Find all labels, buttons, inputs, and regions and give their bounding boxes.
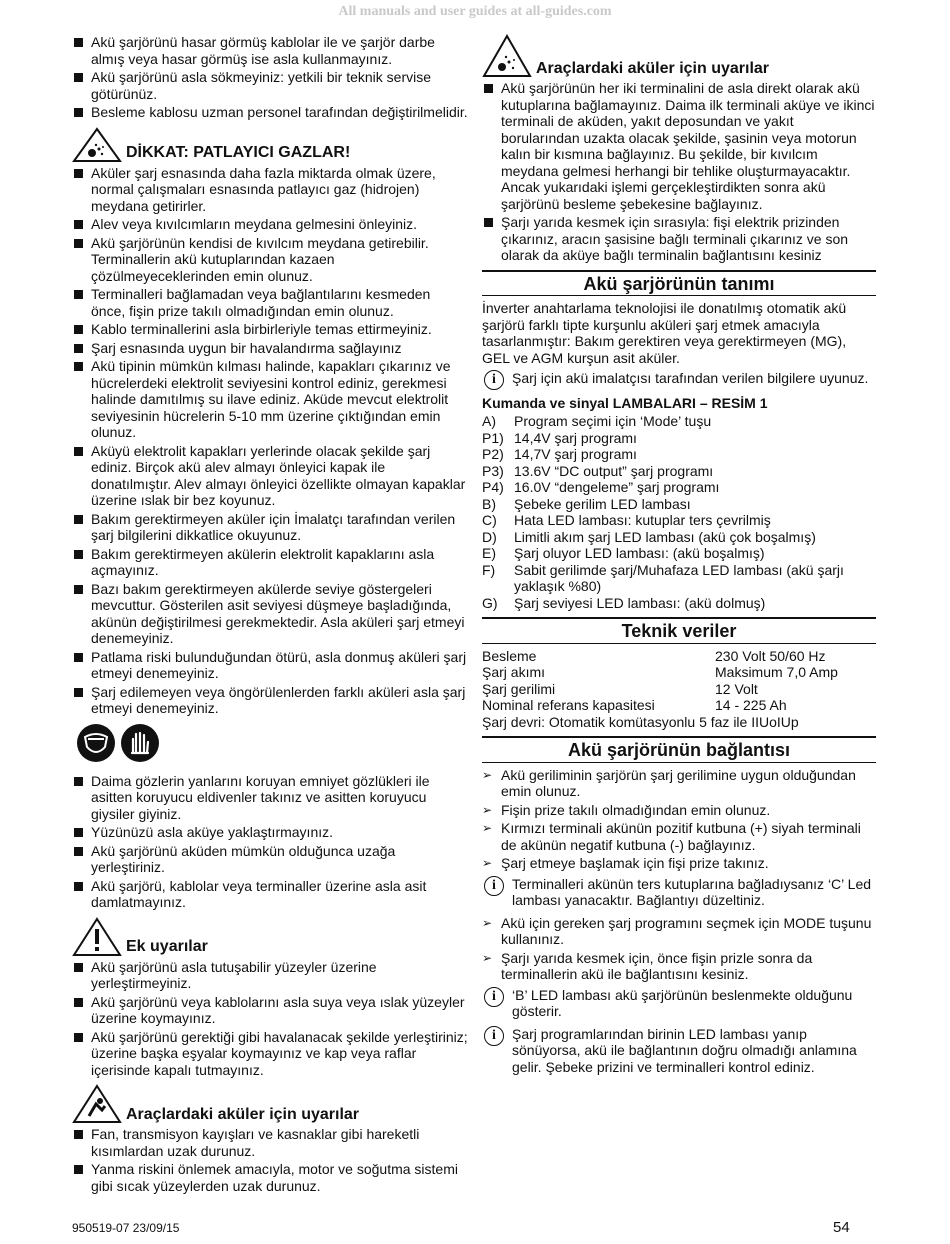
control-key: F) xyxy=(482,561,496,578)
spec-cycle: Şarj devri: Otomatik komütasyonlu 5 faz ile IIUoIUp xyxy=(482,713,799,730)
ppe-bullets xyxy=(72,773,468,911)
info-icon: i xyxy=(484,876,504,896)
info-text: Şarj programlarından birinin LED lambası yanıp sönüyorsa, akü ile bağlantının doğru olmadığı anlamına gelir. Şebeke prizini ve terminalleri kontrol ediniz. xyxy=(512,1025,857,1075)
bullet: Akü şarjörünün her iki terminalini de asla direkt olarak akü kutuplarına bağlamayınız. Daima ilk terminali aküye ve ikinci terminali de aküden, yakıt deposundan ve yakıt borularından uzakta olacak şekilde, şasinin veya motorun kalın bir kısmına bağlayınız. Bu şekilde, bir kıvılcım meydana gelmesi herhangi bir tehlike oluşturmayacaktır. Ancak yukarıdaki işlemi gerçekleştirdikten sonra akü şarjörünü besleme şebekesine bağlayınız. xyxy=(482,80,876,212)
info-icon: i xyxy=(484,370,504,390)
control-key: P4) xyxy=(482,479,504,495)
vehicle-bullets xyxy=(72,1126,468,1194)
spec-value: 14 - 225 Ah xyxy=(715,697,787,713)
connection-steps xyxy=(482,767,876,872)
step-item: ➢ Kırmızı terminali akünün pozitif kutbuna (+) siyah terminali de akünün negatif kutbuna (-) bağlayınız. xyxy=(482,820,876,853)
info-note xyxy=(482,1026,876,1076)
bullet: Akü şarjörünün kendisi de kıvılcım meydana getirebilir. Terminallerin akü kutuplarından kazaen çözülmeyeceklerinden emin olunuz. xyxy=(72,235,468,285)
section-title: Ek uyarılar xyxy=(126,938,208,955)
control-key: C) xyxy=(482,512,497,528)
control-key: B) xyxy=(482,495,496,512)
control-item xyxy=(482,562,876,595)
explosion-warning-icon xyxy=(482,34,532,78)
bullet: Terminalleri bağlamadan veya bağlantılarını kesmeden önce, fişin prize takılı olmadığından emin olunuz. xyxy=(72,286,468,319)
control-item xyxy=(482,446,876,463)
spec-row xyxy=(482,697,876,714)
extra-warnings-heading xyxy=(72,917,468,957)
spec-table xyxy=(482,648,876,731)
bullet: Besleme kablosu uzman personel tarafından değiştirilmelidir. xyxy=(72,104,468,121)
bullet: Aküyü elektrolit kapakları yerlerinde olacak şekilde şarj ediniz. Birçok akü alev almayı önleyici kapak ile donatılmıştır. Alev almayı önleyici özellikte olmayan kapaklar üzerine ıslak bir bez koyunuz. xyxy=(72,443,468,509)
bullet: Şarj edilemeyen veya öngörülenlerden farklı aküleri asla şarj etmeyi denemeyiniz. xyxy=(72,684,468,717)
control-desc: Sabit gerilimde şarj/Muhafaza LED lambası (akü şarjı yaklaşık %80) xyxy=(514,561,844,594)
bullet: Aküler şarj esnasında daha fazla miktarda olmak üzere, normal çalışmaları esnasında patlayıcı gaz (hidrojen) meydana getirirler. xyxy=(72,165,468,215)
info-text: ‘B’ LED lambası akü şarjörünün beslenmekte olduğunu gösterir. xyxy=(512,986,853,1019)
control-key: P3) xyxy=(482,462,504,479)
info-note xyxy=(482,370,876,387)
step-item: ➢ Fişin prize takılı olmadığından emin olunuz. xyxy=(482,802,876,819)
description-text: İnverter anahtarlama teknolojisi ile donatılmış otomatik akü şarjörü farklı tipte kurşunlu aküleri şarj etmek amacıyla tasarlanmıştır: Bakım gerektiren veya gerektirmeyen (MG), GEL ve AGM kurşun asit aküler. xyxy=(482,300,847,366)
watermark: All manuals and user guides at all-guides.com xyxy=(338,4,612,19)
info-icon: i xyxy=(484,1026,504,1046)
control-desc: Program seçimi için ‘Mode’ tuşu xyxy=(514,413,712,429)
info-note xyxy=(482,876,876,909)
connection-steps xyxy=(482,915,876,983)
bullet: Akü tipinin mümkün kılması halinde, kapakları çıkarınız ve hücrelerdeki elektrolit seviyesini kontrol ediniz, gerekmesi halinde damıtılmış su ilave ediniz. Aküde mevcut elektrolit seviyesinin hücrelerin 5-10 mm üzerine çıktığından emin olunuz. xyxy=(72,358,468,441)
vehicle-warnings-heading xyxy=(72,1084,468,1124)
right-column xyxy=(482,34,876,1081)
control-desc: 14,4V şarj programı xyxy=(514,429,637,446)
controls-list xyxy=(482,413,876,611)
bullet: Akü şarjörünü veya kablolarını asla suya veya ıslak yüzeyler üzerine koymayınız. xyxy=(72,994,468,1027)
control-desc: Hata LED lambası: kutuplar ters çevrilmiş xyxy=(514,512,771,528)
step-item: ➢ Akü geriliminin şarjörün şarj gerilimine uygun olduğundan emin olunuz. xyxy=(482,767,876,800)
step-item: ➢ Şarjı yarıda kesmek için, önce fişin prizle sonra da terminallerin akü ile bağlantısını kesiniz. xyxy=(482,950,876,983)
section-title: Araçlardaki aküler için uyarılar xyxy=(126,1105,360,1123)
step-item: ➢ Şarj etmeye başlamak için fişi prize takınız. xyxy=(482,855,876,872)
hand-hazard-icon xyxy=(72,1084,122,1124)
spec-label: Besleme xyxy=(482,647,537,664)
control-item xyxy=(482,479,876,496)
control-item xyxy=(482,595,876,612)
control-key: E) xyxy=(482,545,496,561)
spec-label: Şarj akımı xyxy=(482,664,546,680)
control-item xyxy=(482,413,876,430)
bullet: Akü şarjörünü asla sökmeyiniz: yetkili bir teknik servise götürünüz. xyxy=(72,69,468,102)
bullet: Patlama riski bulunduğundan ötürü, asla donmuş aküleri şarj etmeyi denemeyiniz. xyxy=(72,649,468,682)
top-bullets xyxy=(72,34,468,121)
spec-value: Maksimum 7,0 Amp xyxy=(715,664,838,680)
vehicle-warnings-heading-right xyxy=(482,34,876,78)
spec-row xyxy=(482,648,876,665)
bullet: Kablo terminallerini asla birbirleriyle temas ettirmeyiniz. xyxy=(72,321,468,338)
control-desc: 16.0V “dengeleme” şarj programı xyxy=(514,479,720,495)
page-number: 54 xyxy=(833,1219,850,1236)
section-heading-connection: Akü şarjörünün bağlantısı xyxy=(482,736,876,763)
step-item: ➢ Akü için gereken şarj programını seçmek için MODE tuşunu kullanınız. xyxy=(482,915,876,948)
bullet: Bakım gerektirmeyen akülerin elektrolit kapaklarını asla açmayınız. xyxy=(72,546,468,579)
control-key: A) xyxy=(482,413,496,429)
footer-code: 950519-07 23/09/15 xyxy=(72,1221,180,1235)
bullet: Alev veya kıvılcımların meydana gelmesini önleyiniz. xyxy=(72,216,468,233)
explosive-gas-heading xyxy=(72,127,468,163)
bullet: Akü şarjörünü hasar görmüş kablolar ile ve şarjör darbe almış veya hasar görmüş ise asla kullanmayınız. xyxy=(72,34,468,67)
controls-title: Kumanda ve sinyal LAMBALARI – RESİM 1 xyxy=(482,394,768,411)
control-desc: Şarj seviyesi LED lambası: (akü dolmuş) xyxy=(514,594,766,611)
info-note xyxy=(482,987,876,1020)
control-key: D) xyxy=(482,528,497,545)
spec-row xyxy=(482,681,876,698)
control-desc: 14,7V şarj programı xyxy=(514,446,637,462)
spec-label: Nominal referans kapasitesi xyxy=(482,697,655,713)
ppe-icons xyxy=(76,723,468,763)
bullet: Daima gözlerin yanlarını koruyan emniyet gözlükleri ile asitten koruyucu eldivenler takınız ve asitten koruyucu giysiler giyiniz. xyxy=(72,773,468,823)
bullet: Şarj esnasında uygun bir havalandırma sağlayınız xyxy=(72,340,468,357)
control-item xyxy=(482,545,876,562)
gloves-icon xyxy=(120,723,160,763)
spec-row xyxy=(482,664,876,681)
section-title: Araçlardaki aküler için uyarılar xyxy=(536,59,770,77)
control-item xyxy=(482,512,876,529)
bullet: Fan, transmisyon kayışları ve kasnaklar gibi hareketli kısımlardan uzak durunuz. xyxy=(72,1126,468,1159)
bullet: Şarjı yarıda kesmek için sırasıyla: fişi elektrik prizinden çıkarınız, aracın şasisine bağlı terminali çıkarınız ve son olarak da aküye bağlı terminalin bağlantısını kesiniz xyxy=(482,214,876,264)
bullet: Akü şarjörünü aküden mümkün olduğunca uzağa yerleştiriniz. xyxy=(72,843,468,876)
control-key: P2) xyxy=(482,446,504,462)
section-title: DİKKAT: PATLAYICI GAZLAR! xyxy=(126,144,351,161)
bullet: Bazı bakım gerektirmeyen akülerde seviye göstergeleri mevcuttur. Gösterilen asit seviyesi düşmeye başladığında, akünün değiştirilmesi gerekmektedir. Asla aküleri şarj etmeyi denemeyiniz. xyxy=(72,581,468,647)
control-desc: Şarj oluyor LED lambası: (akü boşalmış) xyxy=(514,545,765,561)
info-text: Şarj için akü imalatçısı tarafından verilen bilgilere uyunuz. xyxy=(512,370,869,386)
control-item xyxy=(482,430,876,447)
bullet: Akü şarjörünü gerektiği gibi havalanacak şekilde yerleştiriniz; üzerine başka eşyalar koymayınız ve kap veya raflar içerisinde kapalı tutmayınız. xyxy=(72,1029,468,1079)
spec-label: Şarj gerilimi xyxy=(482,680,556,697)
bullet: Yüzünüzü asla aküye yaklaştırmayınız. xyxy=(72,824,468,841)
control-item xyxy=(482,529,876,546)
control-item xyxy=(482,463,876,480)
control-desc: Limitli akım şarj LED lambası (akü çok boşalmış) xyxy=(514,528,816,545)
control-key: P1) xyxy=(482,429,504,446)
control-desc: 13.6V “DC output” şarj programı xyxy=(514,462,714,479)
explosion-warning-icon xyxy=(72,127,122,163)
bullet: Yanma riskini önlemek amacıyla, motor ve soğutma sistemi gibi sıcak yüzeylerden uzak durunuz. xyxy=(72,1161,468,1194)
vehicle-bullets-right xyxy=(482,80,876,264)
bullet: Akü şarjörünü asla tutuşabilir yüzeyler üzerine yerleştirmeyiniz. xyxy=(72,959,468,992)
info-icon: i xyxy=(484,987,504,1007)
spec-value: 12 Volt xyxy=(715,680,758,697)
info-text: Terminalleri akünün ters kutuplarına bağladıysanız ‘C’ Led lambası yanacaktır. Bağlantıyı düzeltiniz. xyxy=(512,875,872,908)
section-heading-description: Akü şarjörünün tanımı xyxy=(482,270,876,297)
section-heading-tech-data: Teknik veriler xyxy=(482,617,876,644)
warning-icon xyxy=(72,917,122,957)
gas-bullets xyxy=(72,165,468,717)
left-column xyxy=(72,34,468,1196)
bullet: Akü şarjörü, kablolar veya terminaller üzerine asla asit damlatmayınız. xyxy=(72,878,468,911)
bullet: Bakım gerektirmeyen aküler için İmalatçı tarafından verilen şarj bilgilerini dikkatlice okuyunuz. xyxy=(72,511,468,544)
control-desc: Şebeke gerilim LED lambası xyxy=(514,495,691,512)
extra-bullets xyxy=(72,959,468,1079)
spec-value: 230 Volt 50/60 Hz xyxy=(715,647,826,664)
control-item xyxy=(482,496,876,513)
face-shield-icon xyxy=(76,723,116,763)
control-key: G) xyxy=(482,594,498,611)
